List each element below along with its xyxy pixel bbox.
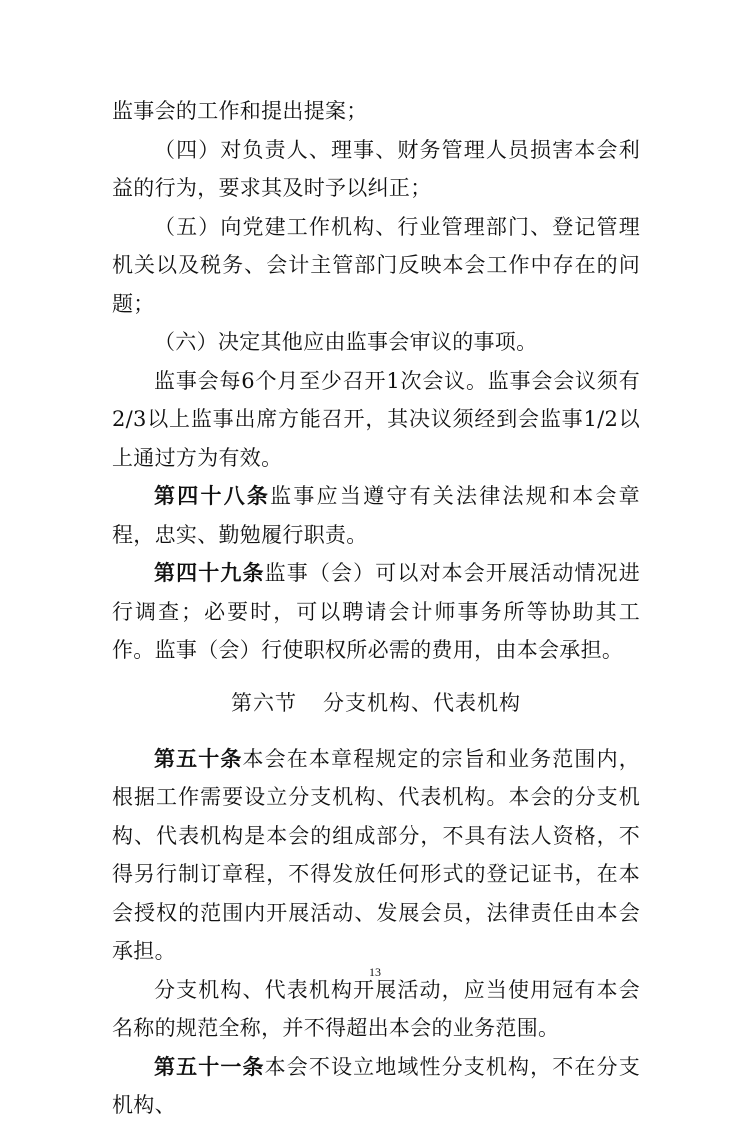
paragraph-item-6: （六）决定其他应由监事会审议的事项。: [154, 330, 538, 354]
article-51: [112, 1048, 640, 1125]
article-51-label: 第五十一条: [154, 1054, 265, 1079]
article-50-label: 第五十条: [154, 746, 243, 771]
paragraph-continuation: 监事会的工作和提出提案；: [112, 99, 368, 123]
section-number: 第六节: [231, 690, 297, 715]
article-51-text: 本会不设立地域性分支机构，不在分支机构、: [112, 1054, 640, 1117]
section-title: 分支机构、代表机构: [323, 690, 521, 715]
article-50: [112, 740, 640, 971]
article-48-text: 监事应当遵守有关法律法规和本会章程，忠实、勤勉履行职责。: [112, 484, 640, 547]
article-49-label: 第四十九条: [154, 561, 265, 585]
page-number: 13: [369, 965, 381, 979]
article-48-label: 第四十八条: [154, 484, 271, 508]
article-50-text: 本会在本章程规定的宗旨和业务范围内，根据工作需要设立分支机构、代表机构。本会的分支机构、代表机构是本会的组成部分，不具有法人资格，不得另行制订章程，不得发放任何形式的登记证书，在本会授权的范围内开展活动、发展会员，法律责任由本会承担。: [112, 746, 640, 963]
article-49: [112, 554, 640, 670]
article-48: [112, 477, 640, 554]
paragraph-item-5: （五）向党建工作机构、行业管理部门、登记管理机关以及税务、会计主管部门反映本会工作中存在的问题；: [112, 214, 640, 316]
paragraph-item-4: （四）对负责人、理事、财务管理人员损害本会利益的行为，要求其及时予以纠正；: [112, 137, 640, 200]
section-heading: [112, 684, 640, 722]
paragraph-branch-naming: 分支机构、代表机构开展活动，应当使用冠有本会名称的规范全称，并不得超出本会的业务范围。: [112, 977, 640, 1040]
paragraph-meeting-rules: 监事会每6个月至少召开1次会议。监事会会议须有2/3以上监事出席方能召开，其决议须经到会监事1/2以上通过方为有效。: [112, 368, 640, 470]
article-49-text: 监事（会）可以对本会开展活动情况进行调查；必要时，可以聘请会计师事务所等协助其工作。监事（会）行使职权所必需的费用，由本会承担。: [112, 561, 640, 662]
